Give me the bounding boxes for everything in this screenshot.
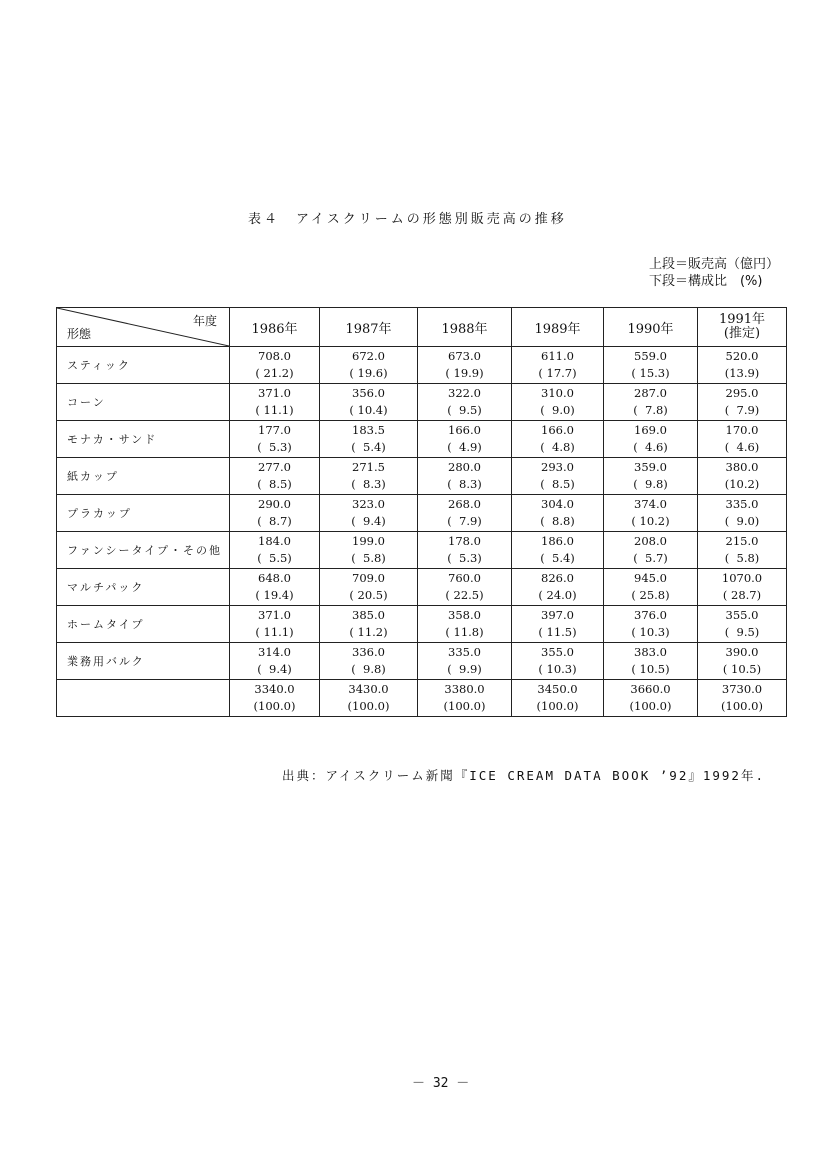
share-value: ( 9.4): [351, 514, 386, 528]
value-cell: [320, 606, 418, 643]
value-cell: [512, 384, 604, 421]
unit-note-upper: 上段＝販売高（億円）: [648, 257, 779, 272]
value-cell: [512, 421, 604, 458]
sales-value: 166.0: [448, 423, 481, 437]
value-cell: [230, 569, 320, 606]
value-cell: [698, 421, 787, 458]
share-value: ( 11.5): [538, 625, 577, 639]
sales-value: 304.0: [541, 497, 574, 511]
share-value: ( 5.8): [724, 551, 760, 565]
sales-value: 673.0: [448, 349, 481, 363]
value-cell: [320, 532, 418, 569]
share-value: ( 9.8): [351, 662, 386, 676]
share-value: ( 19.9): [445, 366, 484, 380]
sales-value: 335.0: [725, 497, 759, 511]
sales-value: 1070.0: [721, 571, 763, 585]
value-cell: [698, 680, 787, 717]
row-label: ファンシータイプ・その他: [57, 532, 230, 569]
row-label: 紙カップ: [57, 458, 230, 495]
share-value: ( 4.6): [724, 440, 760, 454]
value-cell: [698, 384, 787, 421]
value-cell: [698, 606, 787, 643]
share-value: ( 8.7): [257, 514, 292, 528]
sales-table: [56, 307, 787, 717]
year-label: 1990年: [627, 321, 674, 337]
share-value: ( 11.1): [255, 403, 294, 417]
value-cell: [320, 643, 418, 680]
sales-value: 310.0: [541, 386, 574, 400]
sales-value: 760.0: [448, 571, 481, 585]
sales-value: 709.0: [352, 571, 385, 585]
table-row: [57, 421, 787, 458]
year-header: [698, 308, 787, 347]
sales-value: 183.5: [352, 423, 385, 437]
share-value: ( 8.8): [540, 514, 575, 528]
row-label: マルチパック: [57, 569, 230, 606]
value-cell: [418, 680, 512, 717]
value-cell: [418, 606, 512, 643]
value-cell: [418, 347, 512, 384]
value-cell: [230, 495, 320, 532]
share-value: ( 10.2): [631, 514, 670, 528]
source-citation: 出典：アイスクリーム新聞『ICE CREAM DATA BOOK ’92』1992年.: [282, 768, 765, 783]
share-value: ( 9.5): [447, 403, 482, 417]
share-value: ( 20.5): [349, 588, 388, 602]
corner-year-label: 年度: [192, 314, 217, 328]
share-value: ( 5.5): [257, 551, 292, 565]
value-cell: [604, 384, 698, 421]
header-row: [57, 308, 787, 347]
value-cell: [230, 384, 320, 421]
sales-value: 359.0: [634, 460, 667, 474]
sales-value: 277.0: [258, 460, 291, 474]
total-row: [57, 680, 787, 717]
share-value: ( 5.7): [633, 551, 668, 565]
share-value: ( 5.3): [257, 440, 292, 454]
sales-value: 371.0: [258, 608, 291, 622]
value-cell: [698, 569, 787, 606]
value-cell: [230, 606, 320, 643]
value-cell: [604, 495, 698, 532]
share-value: ( 4.6): [633, 440, 668, 454]
sales-value: 287.0: [634, 386, 667, 400]
share-value: (13.9): [724, 366, 760, 380]
value-cell: [698, 532, 787, 569]
sales-value: 271.5: [352, 460, 385, 474]
sales-value: 290.0: [258, 497, 291, 511]
value-cell: [512, 680, 604, 717]
share-value: ( 21.2): [255, 366, 294, 380]
sales-value: 314.0: [258, 645, 291, 659]
sales-value: 170.0: [725, 423, 759, 437]
sales-value: 293.0: [541, 460, 574, 474]
sales-value: 385.0: [352, 608, 385, 622]
share-value: ( 9.8): [633, 477, 668, 491]
sales-value: 371.0: [258, 386, 291, 400]
sales-value: 184.0: [258, 534, 291, 548]
sales-value: 335.0: [448, 645, 481, 659]
value-cell: [512, 347, 604, 384]
value-cell: [604, 532, 698, 569]
share-value: ( 9.5): [724, 625, 760, 639]
sales-value: 295.0: [725, 386, 759, 400]
sales-value: 380.0: [725, 460, 759, 474]
sales-value: 3450.0: [537, 682, 578, 696]
value-cell: [512, 458, 604, 495]
page-number: － 32 －: [412, 1076, 470, 1091]
value-cell: [604, 458, 698, 495]
year-header: [418, 308, 512, 347]
share-value: ( 5.4): [351, 440, 386, 454]
sales-value: 323.0: [352, 497, 385, 511]
table-row: [57, 347, 787, 384]
share-value: ( 10.4): [349, 403, 388, 417]
sales-value: 826.0: [541, 571, 574, 585]
sales-value: 358.0: [448, 608, 481, 622]
sales-value: 355.0: [725, 608, 759, 622]
sales-value: 672.0: [352, 349, 385, 363]
share-value: ( 7.9): [724, 403, 760, 417]
value-cell: [604, 569, 698, 606]
share-value: ( 10.5): [722, 662, 762, 676]
value-cell: [320, 569, 418, 606]
value-cell: [698, 347, 787, 384]
value-cell: [230, 421, 320, 458]
table-row: [57, 532, 787, 569]
value-cell: [418, 495, 512, 532]
sales-value: 169.0: [634, 423, 667, 437]
value-cell: [698, 458, 787, 495]
sales-value: 178.0: [448, 534, 481, 548]
share-value: ( 9.9): [447, 662, 482, 676]
value-cell: [230, 458, 320, 495]
share-value: ( 11.2): [349, 625, 388, 639]
share-value: ( 5.4): [540, 551, 575, 565]
value-cell: [604, 643, 698, 680]
row-label: スティック: [57, 347, 230, 384]
sales-value: 376.0: [634, 608, 667, 622]
share-value: ( 15.3): [631, 366, 670, 380]
share-value: ( 10.3): [538, 662, 577, 676]
share-value: (100.0): [443, 699, 486, 713]
table-row: [57, 458, 787, 495]
year-label: 1991年: [718, 312, 766, 327]
share-value: ( 22.5): [445, 588, 484, 602]
row-label: [57, 680, 230, 717]
share-value: ( 28.7): [722, 588, 762, 602]
value-cell: [230, 532, 320, 569]
sales-value: 3660.0: [630, 682, 671, 696]
sales-value: 336.0: [352, 645, 385, 659]
share-value: (100.0): [629, 699, 672, 713]
year-header: [230, 308, 320, 347]
unit-note-lower: 下段＝構成比 (%): [648, 274, 763, 289]
value-cell: [320, 458, 418, 495]
share-value: (100.0): [536, 699, 579, 713]
value-cell: [230, 680, 320, 717]
share-value: (10.2): [724, 477, 760, 491]
value-cell: [698, 495, 787, 532]
sales-value: 559.0: [634, 349, 667, 363]
sales-value: 390.0: [725, 645, 759, 659]
row-label: モナカ・サンド: [57, 421, 230, 458]
share-value: (100.0): [721, 699, 763, 713]
share-value: ( 19.6): [349, 366, 388, 380]
share-value: ( 5.8): [351, 551, 386, 565]
sales-value: 648.0: [258, 571, 291, 585]
value-cell: [320, 495, 418, 532]
share-value: ( 11.1): [255, 625, 294, 639]
value-cell: [512, 569, 604, 606]
sales-value: 520.0: [725, 349, 759, 363]
sales-value: 3730.0: [721, 682, 763, 696]
table-row: [57, 643, 787, 680]
share-value: ( 8.5): [257, 477, 292, 491]
value-cell: [418, 421, 512, 458]
sales-value: 383.0: [634, 645, 667, 659]
share-value: ( 8.3): [351, 477, 386, 491]
value-cell: [512, 495, 604, 532]
sales-value: 3430.0: [348, 682, 389, 696]
share-value: ( 19.4): [255, 588, 294, 602]
value-cell: [418, 643, 512, 680]
year-label: 1989年: [534, 321, 581, 337]
year-header: [604, 308, 698, 347]
value-cell: [418, 458, 512, 495]
sales-value: 397.0: [541, 608, 574, 622]
sales-value: 322.0: [448, 386, 481, 400]
share-value: ( 17.7): [538, 366, 577, 380]
year-header: [320, 308, 418, 347]
sales-value: 280.0: [448, 460, 481, 474]
value-cell: [418, 569, 512, 606]
share-value: ( 4.8): [540, 440, 575, 454]
value-cell: [320, 384, 418, 421]
year-header: [512, 308, 604, 347]
row-label: プラカップ: [57, 495, 230, 532]
sales-value: 356.0: [352, 386, 385, 400]
share-value: ( 7.9): [447, 514, 482, 528]
year-label: 1988年: [441, 321, 488, 337]
value-cell: [512, 532, 604, 569]
value-cell: [418, 532, 512, 569]
share-value: ( 11.8): [445, 625, 484, 639]
table-row: [57, 495, 787, 532]
value-cell: [512, 606, 604, 643]
share-value: ( 8.3): [447, 477, 482, 491]
share-value: ( 10.5): [631, 662, 670, 676]
unit-note: [649, 256, 779, 290]
share-value: ( 7.8): [633, 403, 668, 417]
value-cell: [604, 680, 698, 717]
value-cell: [320, 347, 418, 384]
value-cell: [604, 421, 698, 458]
sales-value: 186.0: [541, 534, 574, 548]
sales-value: 3380.0: [444, 682, 485, 696]
share-value: ( 9.4): [257, 662, 292, 676]
sales-value: 268.0: [448, 497, 481, 511]
value-cell: [604, 606, 698, 643]
sales-value: 708.0: [258, 349, 291, 363]
table-row: [57, 384, 787, 421]
sales-value: 208.0: [634, 534, 667, 548]
corner-header: [57, 308, 230, 347]
share-value: ( 24.0): [538, 588, 577, 602]
year-label: 1986年: [251, 321, 298, 337]
share-value: (100.0): [253, 699, 296, 713]
share-value: (100.0): [347, 699, 390, 713]
value-cell: [512, 643, 604, 680]
sales-value: 374.0: [634, 497, 667, 511]
sales-value: 611.0: [541, 349, 574, 363]
row-label: 業務用バルク: [57, 643, 230, 680]
estimate-label: (推定): [723, 326, 761, 341]
sales-value: 215.0: [725, 534, 759, 548]
share-value: ( 5.3): [447, 551, 482, 565]
value-cell: [230, 347, 320, 384]
sales-value: 166.0: [541, 423, 574, 437]
share-value: ( 10.3): [631, 625, 670, 639]
table-title: 表４ アイスクリームの形態別販売高の推移: [248, 212, 567, 227]
value-cell: [230, 643, 320, 680]
table-row: [57, 606, 787, 643]
row-label: ホームタイプ: [57, 606, 230, 643]
value-cell: [604, 347, 698, 384]
year-label: 1987年: [345, 321, 392, 337]
value-cell: [320, 421, 418, 458]
share-value: ( 9.0): [724, 514, 760, 528]
share-value: ( 25.8): [631, 588, 670, 602]
value-cell: [698, 643, 787, 680]
corner-form-label: 形態: [67, 327, 92, 341]
value-cell: [320, 680, 418, 717]
value-cell: [418, 384, 512, 421]
sales-value: 945.0: [634, 571, 667, 585]
sales-value: 177.0: [258, 423, 291, 437]
row-label: コーン: [57, 384, 230, 421]
sales-value: 355.0: [541, 645, 574, 659]
share-value: ( 8.5): [540, 477, 575, 491]
share-value: ( 4.9): [447, 440, 482, 454]
sales-value: 3340.0: [254, 682, 295, 696]
share-value: ( 9.0): [540, 403, 575, 417]
table-row: [57, 569, 787, 606]
sales-value: 199.0: [352, 534, 385, 548]
